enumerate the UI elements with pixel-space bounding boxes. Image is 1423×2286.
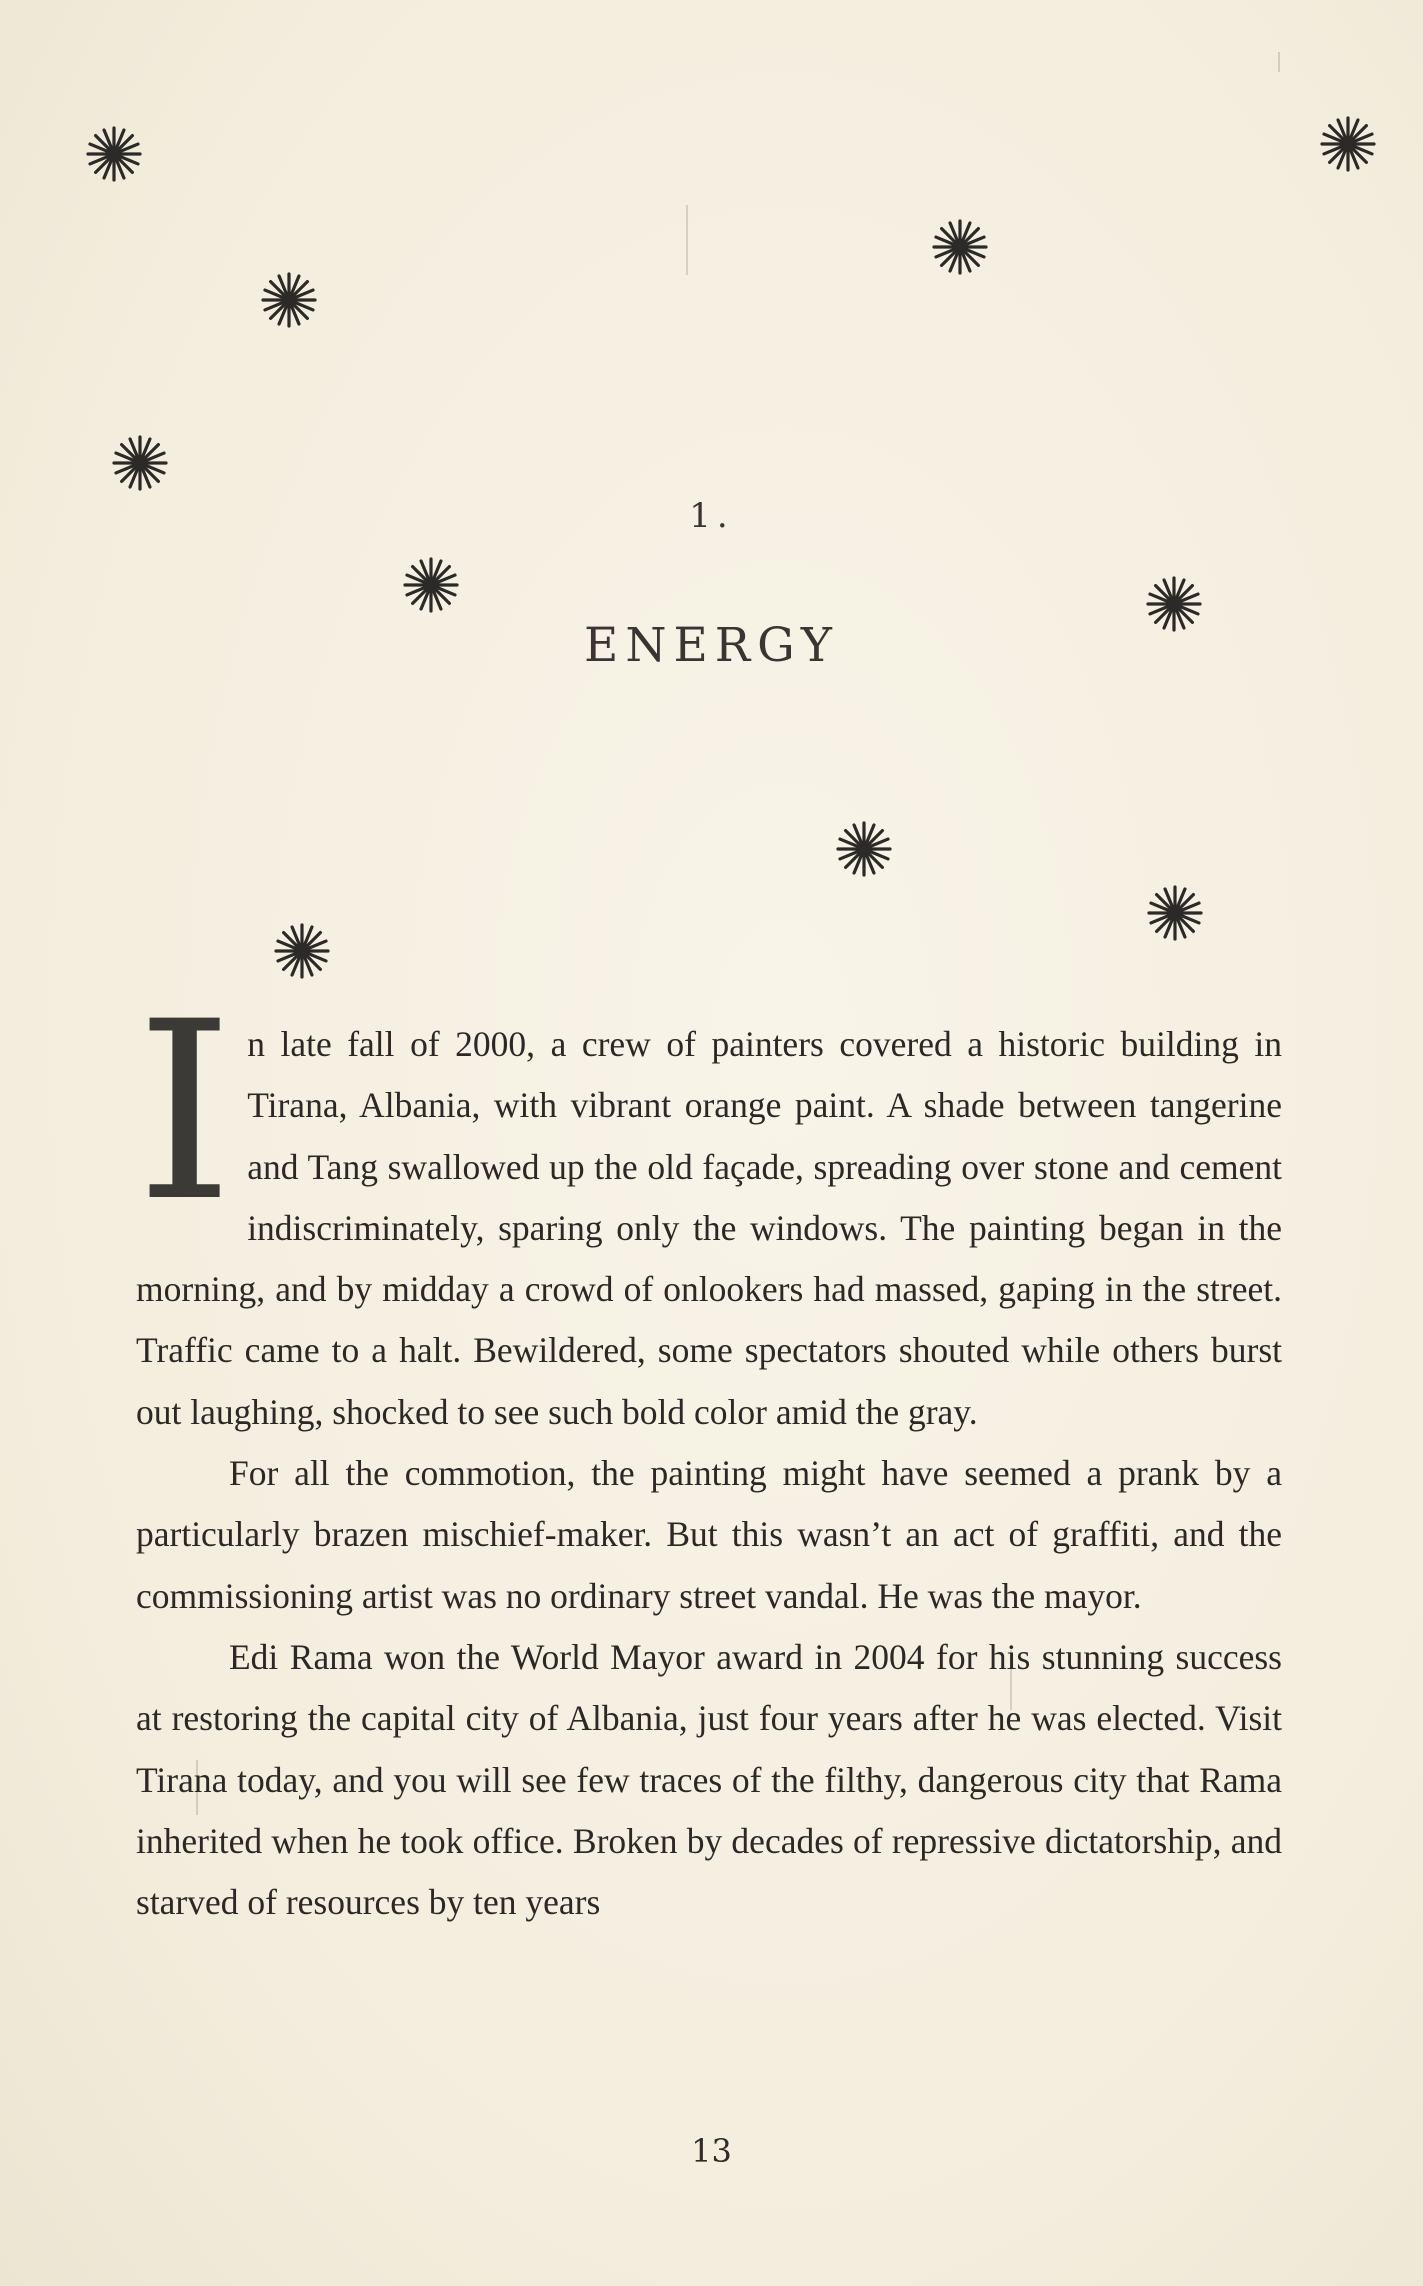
asterisk-burst-icon bbox=[834, 819, 894, 879]
paragraph bbox=[136, 970, 1282, 1443]
paragraph: Edi Rama won the World Mayor award in 2004 for his stunning success at restoring the capital city of Albania, just four years after he was elected. Visit Tirana today, and you will see few traces of the filthy, dangerous city that Rama inherited when he took office. Broken by decades of repressive dictatorship, and starved of resources by ten years bbox=[136, 1636, 1282, 1923]
body-text bbox=[136, 970, 1282, 1933]
paragraph: For all the commotion, the painting might have seemed a prank by a particularly brazen mischief-maker. But this wasn’t an act of graffiti, and the commissioning artist was no ordinary street vandal. He was the mayor. bbox=[136, 1453, 1282, 1616]
asterisk-burst-icon bbox=[110, 433, 170, 493]
page-number: 13 bbox=[691, 2132, 732, 2170]
paper-mark bbox=[686, 205, 688, 275]
asterisk-burst-icon bbox=[272, 921, 332, 981]
asterisk-burst-icon bbox=[401, 555, 461, 615]
asterisk-burst-icon bbox=[84, 124, 144, 184]
asterisk-burst-icon bbox=[1145, 883, 1205, 943]
paper-mark bbox=[1278, 52, 1280, 72]
chapter-number: 1. bbox=[689, 496, 734, 536]
asterisk-burst-icon bbox=[1318, 114, 1378, 174]
drop-cap: I bbox=[136, 970, 234, 1256]
asterisk-burst-icon bbox=[930, 217, 990, 277]
chapter-title: ENERGY bbox=[584, 618, 839, 673]
paragraph-text: n late fall of 2000, a crew of painters covered a historic building in Tirana, Albania, with vibrant orange paint. A shade between tangerine and Tang swallowed up the old façade, spreading over stone and cement indiscriminately, sparing only the windows. The painting began in the morning, and by midday a crowd of onlookers had massed, gaping in the street. Traffic came to a halt. Bewildered, some spectators shouted while others burst out laughing, shocked to see such bold color amid the gray. bbox=[136, 1024, 1282, 1432]
asterisk-burst-icon bbox=[259, 270, 319, 330]
